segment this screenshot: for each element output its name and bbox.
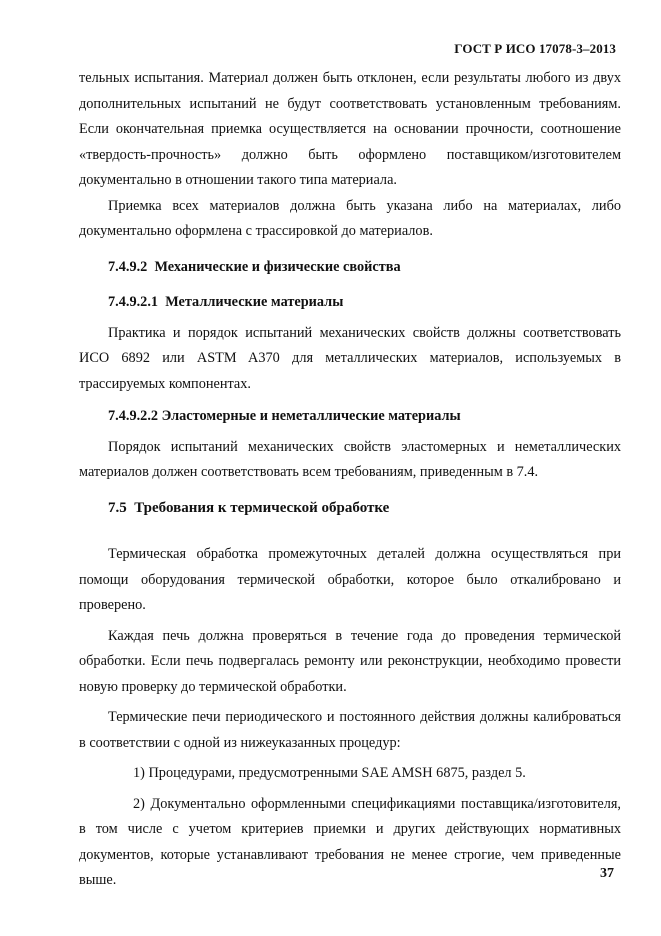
heat-treatment-paragraph-3: Термические печи периодического и постоянного действия должны калиброваться в соответствии с одной из нижеуказанных процедур: [79, 709, 621, 751]
section-title: Механические и физические свойства [154, 258, 401, 275]
document-code-header: ГОСТ Р ИСО 17078-3–2013 [454, 41, 616, 56]
section-number: 7.5 [108, 499, 127, 516]
section-number: 7.4.9.2 [108, 258, 148, 275]
elastomer-materials-paragraph: Порядок испытаний механических свойств эластомерных и неметаллических материалов должен соответствовать всем требованиям, приведенным в 7.4. [79, 438, 621, 480]
section-7-4-9-2-1-heading [79, 290, 621, 316]
section-7-4-9-2-2-heading [79, 404, 621, 430]
acceptance-paragraph: Приемка всех материалов должна быть указана либо на материалах, либо документально оформлена с трассировкой до материалов. [79, 197, 621, 239]
section-title: Требования к термической обработке [134, 499, 390, 516]
continuation-paragraph: тельных испытания. Материал должен быть отклонен, если результаты любого из двух дополнительных испытаний не будут соответствовать установленным требованиям. Если окончательная приемка осуществляется на основании прочности, соотношение «твердость-прочность» должно быть оформлено поставщиком/изготовителем документально в отношении такого типа материала. [79, 70, 621, 188]
list-item: 1) Процедурами, предусмотренными SAE AMSH 6875, раздел 5. [133, 765, 526, 781]
page-content [79, 66, 621, 894]
page-number: 37 [600, 866, 614, 881]
heat-treatment-paragraph-1: Термическая обработка промежуточных деталей должна осуществляться при помощи оборудования термической обработки, которое было откалибровано и проверено. [79, 546, 621, 613]
section-number: 7.4.9.2.2 [108, 408, 159, 424]
section-7-5-heading [79, 496, 621, 522]
list-item: 2) Документально оформленными спецификациями поставщика/изготовителя, в том числе с учетом критериев приемки и других действующих нормативных документов, которые устанавливают требования не менее строгие, чем приведенные выше. [79, 795, 621, 888]
heat-treatment-paragraph-2: Каждая печь должна проверяться в течение года до проведения термической обработки. Если печь подвергалась ремонту или реконструкции, необходимо провести новую проверку до термической обработки. [79, 627, 621, 695]
section-title: Эластомерные и неметаллические материалы [161, 408, 461, 424]
section-number: 7.4.9.2.1 [108, 294, 159, 310]
section-7-4-9-2-heading [79, 255, 621, 281]
section-title: Металлические материалы [165, 294, 344, 310]
metallic-materials-paragraph: Практика и порядок испытаний механических свойств должны соответствовать ИСО 6892 или ASTM A370 для металлических материалов, используемых в трассируемых компонентах. [79, 324, 621, 392]
